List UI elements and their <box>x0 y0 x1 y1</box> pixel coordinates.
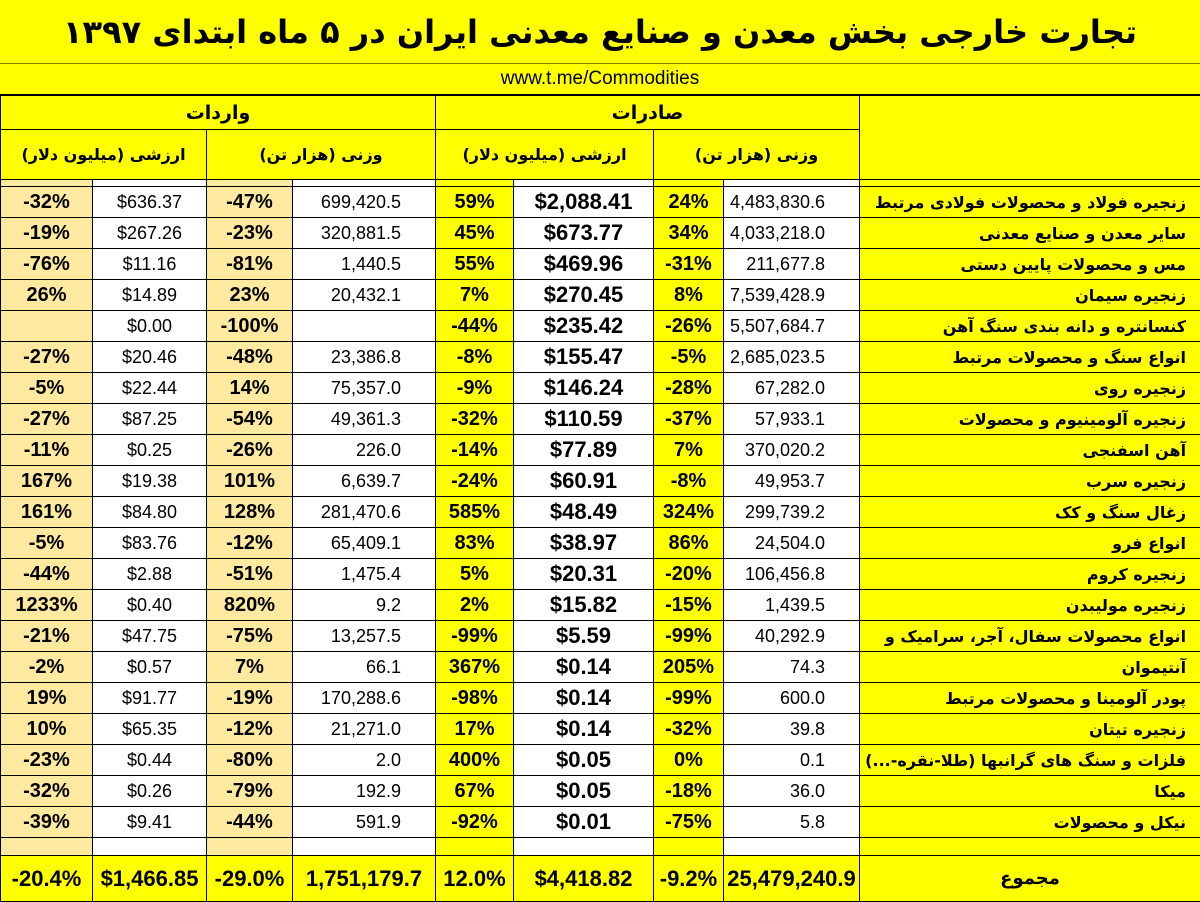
export-weight-change: -75% <box>654 807 724 838</box>
import-weight: 591.9 <box>293 807 436 838</box>
export-value: $0.05 <box>514 745 654 776</box>
import-value-change: -23% <box>1 745 93 776</box>
total-import-weight-change: -29.0% <box>207 856 293 902</box>
export-value-change: 45% <box>436 218 514 249</box>
import-value-change: 167% <box>1 466 93 497</box>
total-export-weight-change: -9.2% <box>654 856 724 902</box>
import-value-change: -44% <box>1 559 93 590</box>
export-value-change: 585% <box>436 497 514 528</box>
export-value-change: 83% <box>436 528 514 559</box>
category-name: انواع فرو <box>860 528 1200 559</box>
import-value-change: 1233% <box>1 590 93 621</box>
export-weight-change: -18% <box>654 776 724 807</box>
import-weight-change: -23% <box>207 218 293 249</box>
export-value: $235.42 <box>514 311 654 342</box>
export-weight: 2,685,023.5 <box>724 342 860 373</box>
export-value: $60.91 <box>514 466 654 497</box>
export-value: $15.82 <box>514 590 654 621</box>
export-weight-change: 324% <box>654 497 724 528</box>
import-value-change: -2% <box>1 652 93 683</box>
table-row <box>1 559 1200 590</box>
import-value: $84.80 <box>93 497 207 528</box>
import-weight: 6,639.7 <box>293 466 436 497</box>
import-weight: 75,357.0 <box>293 373 436 404</box>
import-weight: 1,440.5 <box>293 249 436 280</box>
export-weight: 39.8 <box>724 714 860 745</box>
import-value-change: -32% <box>1 187 93 218</box>
export-weight: 49,953.7 <box>724 466 860 497</box>
table-row <box>1 683 1200 714</box>
total-export-value: $4,418.82 <box>514 856 654 902</box>
page-title: تجارت خارجی بخش معدن و صنایع معدنی ایران در ۵ ماه ابتدای ۱۳۹۷ <box>0 0 1200 64</box>
import-value: $47.75 <box>93 621 207 652</box>
import-weight-change: 101% <box>207 466 293 497</box>
source-url: www.t.me/Commodities <box>0 64 1200 95</box>
import-value-change: 26% <box>1 280 93 311</box>
import-weight <box>293 311 436 342</box>
category-name: انواع سنگ و محصولات مرتبط <box>860 342 1200 373</box>
import-value-change: 10% <box>1 714 93 745</box>
category-name: زنجیره مولیبدن <box>860 590 1200 621</box>
import-value-change: -27% <box>1 342 93 373</box>
export-weight-change: 0% <box>654 745 724 776</box>
export-weight: 370,020.2 <box>724 435 860 466</box>
category-name: فلزات و سنگ های گرانبها (طلا-نقره-...) <box>860 745 1200 776</box>
import-value: $267.26 <box>93 218 207 249</box>
import-weight: 699,420.5 <box>293 187 436 218</box>
import-value-change: -27% <box>1 404 93 435</box>
import-value: $2.88 <box>93 559 207 590</box>
import-value: $87.25 <box>93 404 207 435</box>
export-weight: 74.3 <box>724 652 860 683</box>
import-weight-change: 820% <box>207 590 293 621</box>
import-weight: 1,475.4 <box>293 559 436 590</box>
category-name: زنجیره تیتان <box>860 714 1200 745</box>
import-value: $20.46 <box>93 342 207 373</box>
imports-weight-header: وزنی (هزار تن) <box>207 130 436 180</box>
total-export-value-change: 12.0% <box>436 856 514 902</box>
import-value: $9.41 <box>93 807 207 838</box>
category-header <box>860 96 1200 180</box>
import-weight-change: -80% <box>207 745 293 776</box>
export-weight: 211,677.8 <box>724 249 860 280</box>
import-weight-change: -100% <box>207 311 293 342</box>
table-row <box>1 745 1200 776</box>
category-name: میکا <box>860 776 1200 807</box>
table-row <box>1 435 1200 466</box>
import-weight-change: -48% <box>207 342 293 373</box>
table-row <box>1 807 1200 838</box>
import-weight: 49,361.3 <box>293 404 436 435</box>
category-name: سایر معدن و صنایع معدنی <box>860 218 1200 249</box>
category-name: نیکل و محصولات <box>860 807 1200 838</box>
export-value: $38.97 <box>514 528 654 559</box>
export-weight-change: 8% <box>654 280 724 311</box>
import-value: $0.26 <box>93 776 207 807</box>
imports-header: واردات <box>1 96 436 130</box>
export-value-change: 2% <box>436 590 514 621</box>
import-weight-change: -81% <box>207 249 293 280</box>
import-value: $11.16 <box>93 249 207 280</box>
export-value: $673.77 <box>514 218 654 249</box>
export-weight: 4,483,830.6 <box>724 187 860 218</box>
table-row <box>1 187 1200 218</box>
export-weight: 4,033,218.0 <box>724 218 860 249</box>
export-value-change: 367% <box>436 652 514 683</box>
export-weight: 36.0 <box>724 776 860 807</box>
import-value-change: -11% <box>1 435 93 466</box>
import-weight: 320,881.5 <box>293 218 436 249</box>
import-value: $636.37 <box>93 187 207 218</box>
export-value: $0.01 <box>514 807 654 838</box>
export-value: $5.59 <box>514 621 654 652</box>
export-weight-change: 34% <box>654 218 724 249</box>
import-weight-change: -26% <box>207 435 293 466</box>
export-weight-change: 86% <box>654 528 724 559</box>
exports-value-header: ارزشی (میلیون دلار) <box>436 130 654 180</box>
export-weight: 0.1 <box>724 745 860 776</box>
import-weight: 192.9 <box>293 776 436 807</box>
import-weight: 21,271.0 <box>293 714 436 745</box>
category-name: زنجیره روی <box>860 373 1200 404</box>
export-value-change: -98% <box>436 683 514 714</box>
export-value: $2,088.41 <box>514 187 654 218</box>
table-row <box>1 218 1200 249</box>
category-name: انواع محصولات سفال، آجر، سرامیک و <box>860 621 1200 652</box>
export-value: $0.05 <box>514 776 654 807</box>
import-value-change <box>1 311 93 342</box>
category-name: زنجیره سرب <box>860 466 1200 497</box>
category-name: زنجیره سیمان <box>860 280 1200 311</box>
export-weight-change: -20% <box>654 559 724 590</box>
export-value-change: -8% <box>436 342 514 373</box>
import-weight-change: -75% <box>207 621 293 652</box>
export-value-change: -92% <box>436 807 514 838</box>
import-weight: 13,257.5 <box>293 621 436 652</box>
export-value: $0.14 <box>514 652 654 683</box>
total-export-weight: 25,479,240.9 <box>724 856 860 902</box>
export-weight: 5,507,684.7 <box>724 311 860 342</box>
import-value-change: -5% <box>1 373 93 404</box>
export-weight-change: -28% <box>654 373 724 404</box>
export-weight-change: -37% <box>654 404 724 435</box>
table-row <box>1 652 1200 683</box>
table-row <box>1 311 1200 342</box>
import-value-change: 19% <box>1 683 93 714</box>
table-row <box>1 249 1200 280</box>
total-row <box>1 856 1200 902</box>
import-value: $0.44 <box>93 745 207 776</box>
export-value: $110.59 <box>514 404 654 435</box>
import-value-change: -21% <box>1 621 93 652</box>
import-weight: 66.1 <box>293 652 436 683</box>
export-value-change: -44% <box>436 311 514 342</box>
import-weight-change: -19% <box>207 683 293 714</box>
export-weight-change: -26% <box>654 311 724 342</box>
import-value: $22.44 <box>93 373 207 404</box>
export-value: $0.14 <box>514 714 654 745</box>
import-value: $0.00 <box>93 311 207 342</box>
export-weight: 5.8 <box>724 807 860 838</box>
export-weight-change: -31% <box>654 249 724 280</box>
exports-weight-header: وزنی (هزار تن) <box>654 130 860 180</box>
category-name: مس و محصولات پایین دستی <box>860 249 1200 280</box>
category-name: زنجیره فولاد و محصولات فولادی مرتبط <box>860 187 1200 218</box>
export-value-change: 17% <box>436 714 514 745</box>
export-value: $146.24 <box>514 373 654 404</box>
import-weight-change: -44% <box>207 807 293 838</box>
table-row <box>1 404 1200 435</box>
export-weight-change: -99% <box>654 683 724 714</box>
export-value: $48.49 <box>514 497 654 528</box>
import-weight: 9.2 <box>293 590 436 621</box>
import-value-change: 161% <box>1 497 93 528</box>
import-weight-change: -54% <box>207 404 293 435</box>
import-value-change: -32% <box>1 776 93 807</box>
import-value-change: -19% <box>1 218 93 249</box>
export-value-change: -24% <box>436 466 514 497</box>
export-value-change: -32% <box>436 404 514 435</box>
import-weight: 65,409.1 <box>293 528 436 559</box>
import-value: $0.25 <box>93 435 207 466</box>
table-row <box>1 714 1200 745</box>
import-value-change: -76% <box>1 249 93 280</box>
total-import-value: $1,466.85 <box>93 856 207 902</box>
export-value: $77.89 <box>514 435 654 466</box>
table-row <box>1 497 1200 528</box>
export-value-change: 59% <box>436 187 514 218</box>
import-weight: 226.0 <box>293 435 436 466</box>
import-weight-change: 7% <box>207 652 293 683</box>
export-value: $469.96 <box>514 249 654 280</box>
export-value: $155.47 <box>514 342 654 373</box>
import-weight-change: -51% <box>207 559 293 590</box>
import-weight-change: 14% <box>207 373 293 404</box>
table-row <box>1 590 1200 621</box>
table-row <box>1 528 1200 559</box>
import-value: $0.57 <box>93 652 207 683</box>
import-weight: 20,432.1 <box>293 280 436 311</box>
import-weight: 2.0 <box>293 745 436 776</box>
export-weight: 40,292.9 <box>724 621 860 652</box>
export-weight: 106,456.8 <box>724 559 860 590</box>
import-value: $19.38 <box>93 466 207 497</box>
export-value: $20.31 <box>514 559 654 590</box>
import-value: $0.40 <box>93 590 207 621</box>
export-weight: 57,933.1 <box>724 404 860 435</box>
table-row <box>1 776 1200 807</box>
export-weight: 1,439.5 <box>724 590 860 621</box>
import-weight-change: 23% <box>207 280 293 311</box>
export-weight-change: -15% <box>654 590 724 621</box>
category-name: زنجیره کروم <box>860 559 1200 590</box>
export-value-change: 5% <box>436 559 514 590</box>
import-value-change: -5% <box>1 528 93 559</box>
table-row <box>1 466 1200 497</box>
import-weight: 23,386.8 <box>293 342 436 373</box>
import-value: $14.89 <box>93 280 207 311</box>
total-import-value-change: -20.4% <box>1 856 93 902</box>
export-value-change: 7% <box>436 280 514 311</box>
export-weight-change: -5% <box>654 342 724 373</box>
category-name: آنتیموان <box>860 652 1200 683</box>
import-value-change: -39% <box>1 807 93 838</box>
export-value-change: 400% <box>436 745 514 776</box>
total-import-weight: 1,751,179.7 <box>293 856 436 902</box>
exports-header: صادرات <box>436 96 860 130</box>
export-weight: 299,739.2 <box>724 497 860 528</box>
import-weight-change: -12% <box>207 528 293 559</box>
total-category-name: مجموع <box>860 856 1200 902</box>
export-weight-change: -32% <box>654 714 724 745</box>
table-row <box>1 280 1200 311</box>
imports-value-header: ارزشی (میلیون دلار) <box>1 130 207 180</box>
export-value-change: -14% <box>436 435 514 466</box>
import-weight-change: -12% <box>207 714 293 745</box>
trade-table <box>0 95 1200 902</box>
import-weight-change: -79% <box>207 776 293 807</box>
category-name: زنجیره آلومینیوم و محصولات <box>860 404 1200 435</box>
export-weight: 24,504.0 <box>724 528 860 559</box>
export-value: $0.14 <box>514 683 654 714</box>
export-weight-change: -8% <box>654 466 724 497</box>
export-weight: 67,282.0 <box>724 373 860 404</box>
category-name: کنسانتره و دانه بندی سنگ آهن <box>860 311 1200 342</box>
import-value: $65.35 <box>93 714 207 745</box>
export-value-change: 67% <box>436 776 514 807</box>
export-weight: 600.0 <box>724 683 860 714</box>
export-value-change: 55% <box>436 249 514 280</box>
export-value-change: -9% <box>436 373 514 404</box>
import-weight: 170,288.6 <box>293 683 436 714</box>
import-weight-change: 128% <box>207 497 293 528</box>
export-weight-change: 24% <box>654 187 724 218</box>
import-value: $83.76 <box>93 528 207 559</box>
export-weight-change: 205% <box>654 652 724 683</box>
import-weight-change: -47% <box>207 187 293 218</box>
category-name: پودر آلومینا و محصولات مرتبط <box>860 683 1200 714</box>
export-weight: 7,539,428.9 <box>724 280 860 311</box>
category-name: زغال سنگ و کک <box>860 497 1200 528</box>
export-weight-change: 7% <box>654 435 724 466</box>
export-value-change: -99% <box>436 621 514 652</box>
table-row <box>1 373 1200 404</box>
table-row <box>1 621 1200 652</box>
import-value: $91.77 <box>93 683 207 714</box>
table-row <box>1 342 1200 373</box>
export-value: $270.45 <box>514 280 654 311</box>
category-name: آهن اسفنجی <box>860 435 1200 466</box>
import-weight: 281,470.6 <box>293 497 436 528</box>
export-weight-change: -99% <box>654 621 724 652</box>
